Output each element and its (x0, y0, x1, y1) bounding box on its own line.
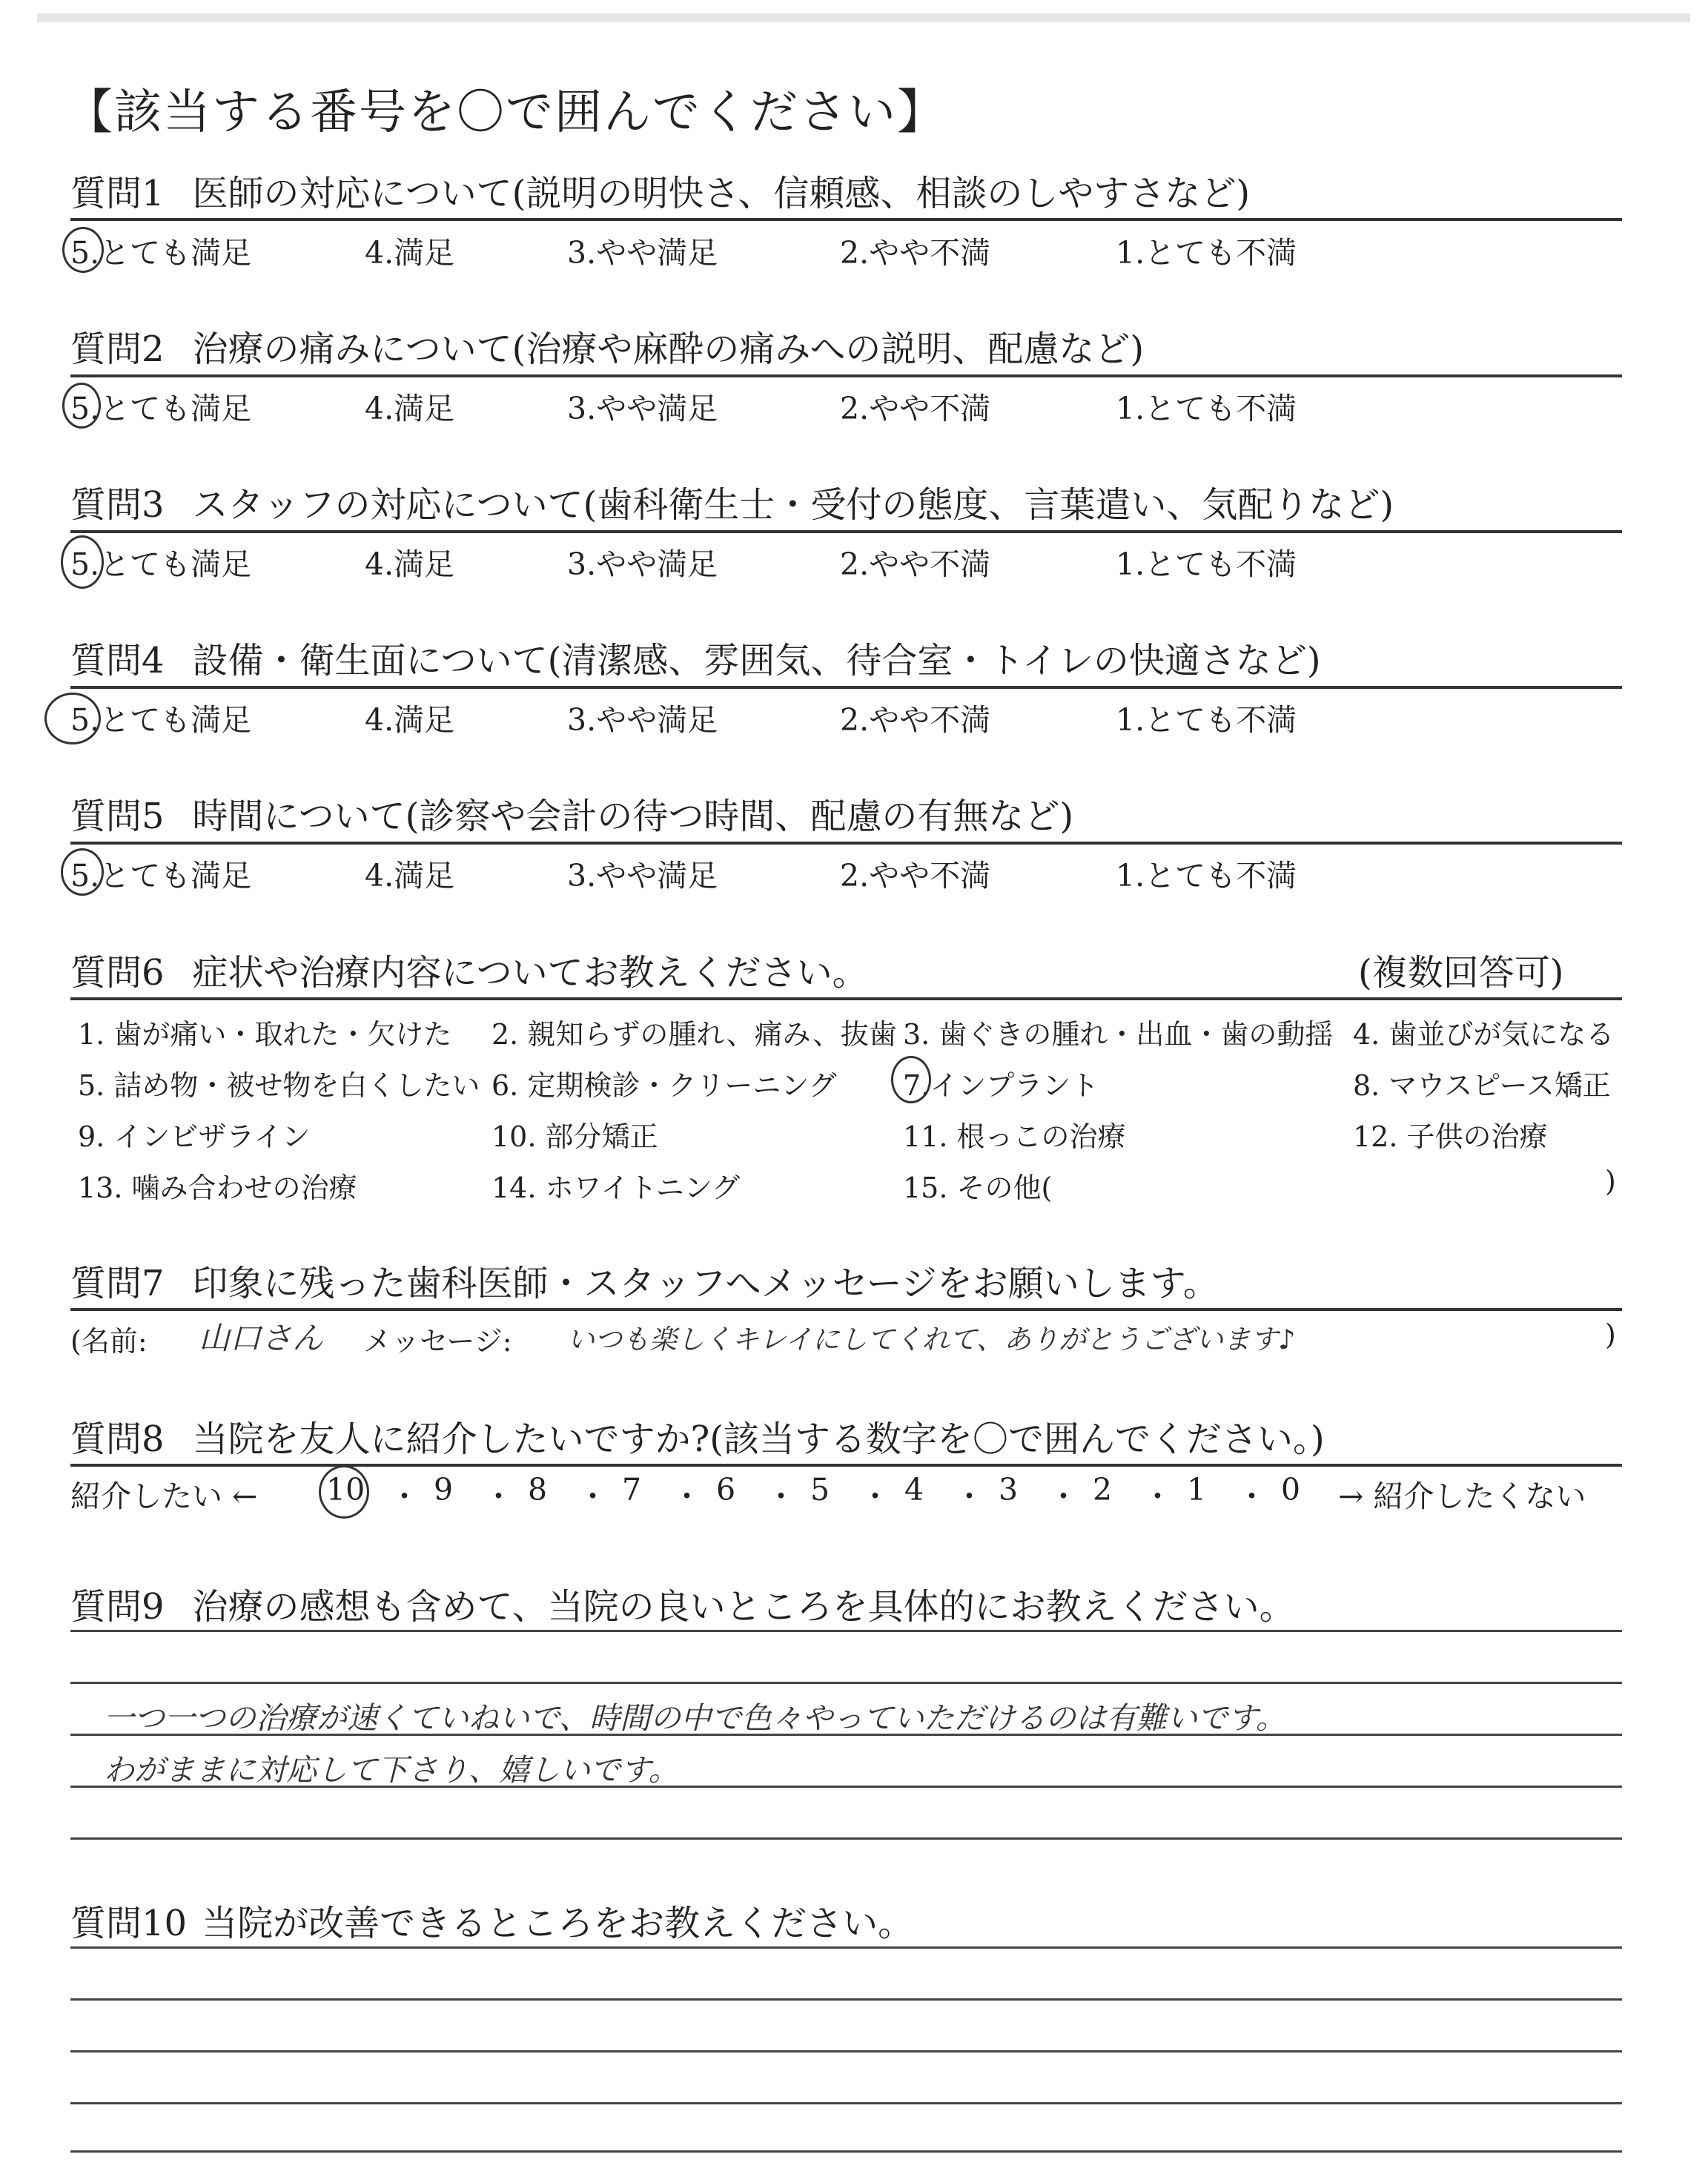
option-4[interactable]: 4.満足 (365, 858, 455, 894)
handwritten-message: いつも楽しくキレイにしてくれて、ありがとうございます♪ (567, 1324, 1296, 1355)
answer-line (70, 1998, 1622, 2001)
name-label: (名前: (70, 1325, 148, 1358)
symptom-option[interactable]: 4. 歯並びが気になる (1353, 1018, 1615, 1051)
option-1[interactable]: 1.とても不満 (1116, 235, 1297, 271)
question-number: 質問5 (70, 796, 165, 837)
answer-line (70, 2102, 1622, 2104)
option-5[interactable]: 5.とても満足 (70, 391, 252, 426)
recommendation-scale: 紹介したい ← 10 ・ 9 ・ 8 ・ 7 ・ 6 ・ 5 ・ 4 ・ 3 ・ 2 ・ 1 ・ 0 → 紹介したくない (70, 1472, 1586, 1514)
scale-value-5[interactable]: 5 (810, 1472, 830, 1507)
selection-circle-mark (61, 535, 104, 589)
handwritten-answer-line: わがままに対応して下さり、嬉しいです。 (104, 1752, 679, 1788)
question-number: 質問2 (70, 328, 165, 370)
question-3-choices (70, 540, 1622, 584)
question-2-heading (70, 320, 1144, 371)
question-4-rule (70, 686, 1622, 689)
page-title: 【該当する番号を〇で囲んでください】 (65, 85, 946, 140)
scale-value-2[interactable]: 2 (1093, 1472, 1113, 1507)
symptom-option[interactable]: 7.インプラント (903, 1069, 1099, 1102)
question-7-heading (70, 1255, 1219, 1306)
question-5-choices (70, 851, 1622, 896)
selection-circle-mark (319, 1465, 369, 1519)
question-1-rule (70, 218, 1622, 221)
scan-top-band (37, 13, 1690, 22)
option-1[interactable]: 1.とても不満 (1116, 858, 1297, 894)
other-close-paren: ) (1605, 1165, 1616, 1198)
question-4-choices (70, 696, 1622, 740)
option-3[interactable]: 3.やや満足 (567, 546, 718, 582)
question-3-rule (70, 530, 1622, 533)
answer-line (70, 1837, 1622, 1840)
question-number: 質問7 (70, 1263, 165, 1304)
selection-circle-mark (891, 1056, 931, 1103)
question-number: 質問4 (70, 640, 165, 681)
handwritten-answer-line: 一つ一つの治療が速くていねいで、時間の中で色々やっていただけるのは有難いです。 (104, 1700, 1286, 1736)
scale-value-4[interactable]: 4 (904, 1472, 924, 1507)
answer-line (70, 1682, 1622, 1684)
scale-value-8[interactable]: 8 (528, 1472, 548, 1507)
option-2[interactable]: 2.やや不満 (840, 235, 991, 271)
question-text: 治療の痛みについて(治療や麻酔の痛みへの説明、配慮など) (192, 328, 1145, 370)
selection-circle-mark (44, 693, 101, 744)
answer-line (70, 1946, 1622, 1949)
selection-circle-mark (61, 848, 104, 896)
message-close-paren: ) (1605, 1318, 1616, 1351)
question-number: 質問3 (70, 484, 165, 526)
question-text: 症状や治療内容についてお教えください。 (192, 952, 868, 994)
scale-value-3[interactable]: 3 (999, 1472, 1019, 1507)
symptom-option[interactable]: 12. 子供の治療 (1353, 1120, 1548, 1153)
option-3[interactable]: 3.やや満足 (567, 702, 718, 738)
question-number: 質問1 (70, 173, 165, 214)
option-3[interactable]: 3.やや満足 (567, 391, 718, 426)
option-5[interactable]: 5.とても満足 (70, 546, 252, 582)
question-3-heading (70, 476, 1394, 527)
question-7-rule (70, 1308, 1622, 1311)
question-number: 質問8 (70, 1418, 165, 1460)
question-1-heading (70, 165, 1250, 216)
option-3[interactable]: 3.やや満足 (567, 235, 718, 271)
question-number: 質問9 (70, 1586, 165, 1628)
question-text: スタッフの対応について(歯科衛生士・受付の態度、言葉遣い、気配りなど) (192, 484, 1394, 526)
symptom-option[interactable]: 11. 根っこの治療 (903, 1120, 1126, 1153)
symptom-option[interactable]: 15. その他( (903, 1172, 1053, 1204)
answer-line (70, 1630, 1622, 1632)
option-4[interactable]: 4.満足 (365, 546, 455, 582)
question-text: 当院を友人に紹介したいですか?(該当する数字を〇で囲んでください。) (192, 1418, 1325, 1460)
question-5-heading (70, 787, 1073, 839)
option-1[interactable]: 1.とても不満 (1116, 391, 1297, 426)
question-8-heading (70, 1410, 1325, 1462)
option-4[interactable]: 4.満足 (365, 391, 455, 426)
question-text: 印象に残った歯科医師・スタッフへメッセージをお願いします。 (192, 1263, 1219, 1304)
question-text: 治療の感想も含めて、当院の良いところを具体的にお教えください。 (192, 1586, 1295, 1628)
question-number: 質問6 (70, 952, 165, 994)
scale-value-6[interactable]: 6 (716, 1472, 736, 1507)
option-4[interactable]: 4.満足 (365, 235, 455, 271)
scale-value-9[interactable]: 9 (434, 1472, 454, 1507)
question-text: 設備・衛生面について(清潔感、雰囲気、待合室・トイレの快適さなど) (192, 640, 1321, 681)
scale-right-label: → 紹介したくない (1338, 1479, 1586, 1514)
question-4-heading (70, 632, 1321, 683)
question-6-heading (70, 944, 868, 995)
scale-value-7[interactable]: 7 (622, 1472, 642, 1507)
question-9-heading (70, 1578, 1295, 1629)
option-4[interactable]: 4.満足 (365, 702, 455, 738)
question-10-heading (70, 1895, 913, 1946)
question-number: 質問10 (70, 1903, 188, 1944)
question-8-rule (70, 1464, 1622, 1467)
question-1-choices (70, 228, 1622, 273)
scale-value-0[interactable]: 0 (1281, 1472, 1301, 1507)
option-1[interactable]: 1.とても不満 (1116, 546, 1297, 582)
symptom-option[interactable]: 9. インビザライン (78, 1120, 311, 1153)
selection-circle-mark (62, 383, 101, 429)
question-text: 時間について(診察や会計の待つ時間、配慮の有無など) (192, 796, 1074, 837)
answer-line (70, 2150, 1622, 2153)
option-5[interactable]: 5.とても満足 (70, 235, 252, 271)
symptom-option[interactable]: 6. 定期検診・クリーニング (491, 1069, 837, 1102)
scale-value-10[interactable]: 10 (326, 1472, 365, 1507)
option-2[interactable]: 2.やや不満 (840, 546, 991, 582)
option-3[interactable]: 3.やや満足 (567, 858, 718, 894)
option-2[interactable]: 2.やや不満 (840, 702, 991, 738)
symptom-option[interactable]: 5. 詰め物・被せ物を白くしたい (78, 1069, 480, 1102)
option-5[interactable]: 5.とても満足 (70, 858, 252, 894)
symptom-option[interactable]: 3. 歯ぐきの腫れ・出血・歯の動揺 (903, 1018, 1334, 1051)
answer-line (70, 2050, 1622, 2052)
question-2-choices (70, 384, 1622, 429)
question-2-rule (70, 374, 1622, 377)
symptom-option[interactable]: 10. 部分矯正 (491, 1120, 658, 1153)
symptom-option[interactable]: 14. ホワイトニング (491, 1172, 741, 1204)
selection-circle-mark (62, 227, 104, 273)
option-2[interactable]: 2.やや不満 (840, 391, 991, 426)
scale-left-label: 紹介したい ← (70, 1479, 258, 1514)
symptom-option[interactable]: 8. マウスピース矯正 (1353, 1069, 1611, 1102)
message-label: メッセージ: (363, 1325, 512, 1358)
scale-value-1[interactable]: 1 (1187, 1472, 1207, 1507)
option-2[interactable]: 2.やや不満 (840, 858, 991, 894)
question-5-rule (70, 842, 1622, 845)
multiple-answers-note: (複数回答可) (1358, 952, 1564, 994)
handwritten-name: 山口さん (199, 1320, 324, 1356)
symptom-option[interactable]: 13. 噛み合わせの治療 (78, 1172, 357, 1204)
option-1[interactable]: 1.とても不満 (1116, 702, 1297, 738)
option-5[interactable]: 5.とても満足 (70, 702, 252, 738)
question-text: 医師の対応について(説明の明快さ、信頼感、相談のしやすさなど) (192, 173, 1251, 214)
symptom-option[interactable]: 2. 親知らずの腫れ、痛み、抜歯 (491, 1018, 897, 1051)
symptom-option[interactable]: 1. 歯が痛い・取れた・欠けた (78, 1018, 452, 1051)
question-6-rule (70, 997, 1622, 1000)
question-text: 当院が改善できるところをお教えください。 (202, 1903, 914, 1944)
